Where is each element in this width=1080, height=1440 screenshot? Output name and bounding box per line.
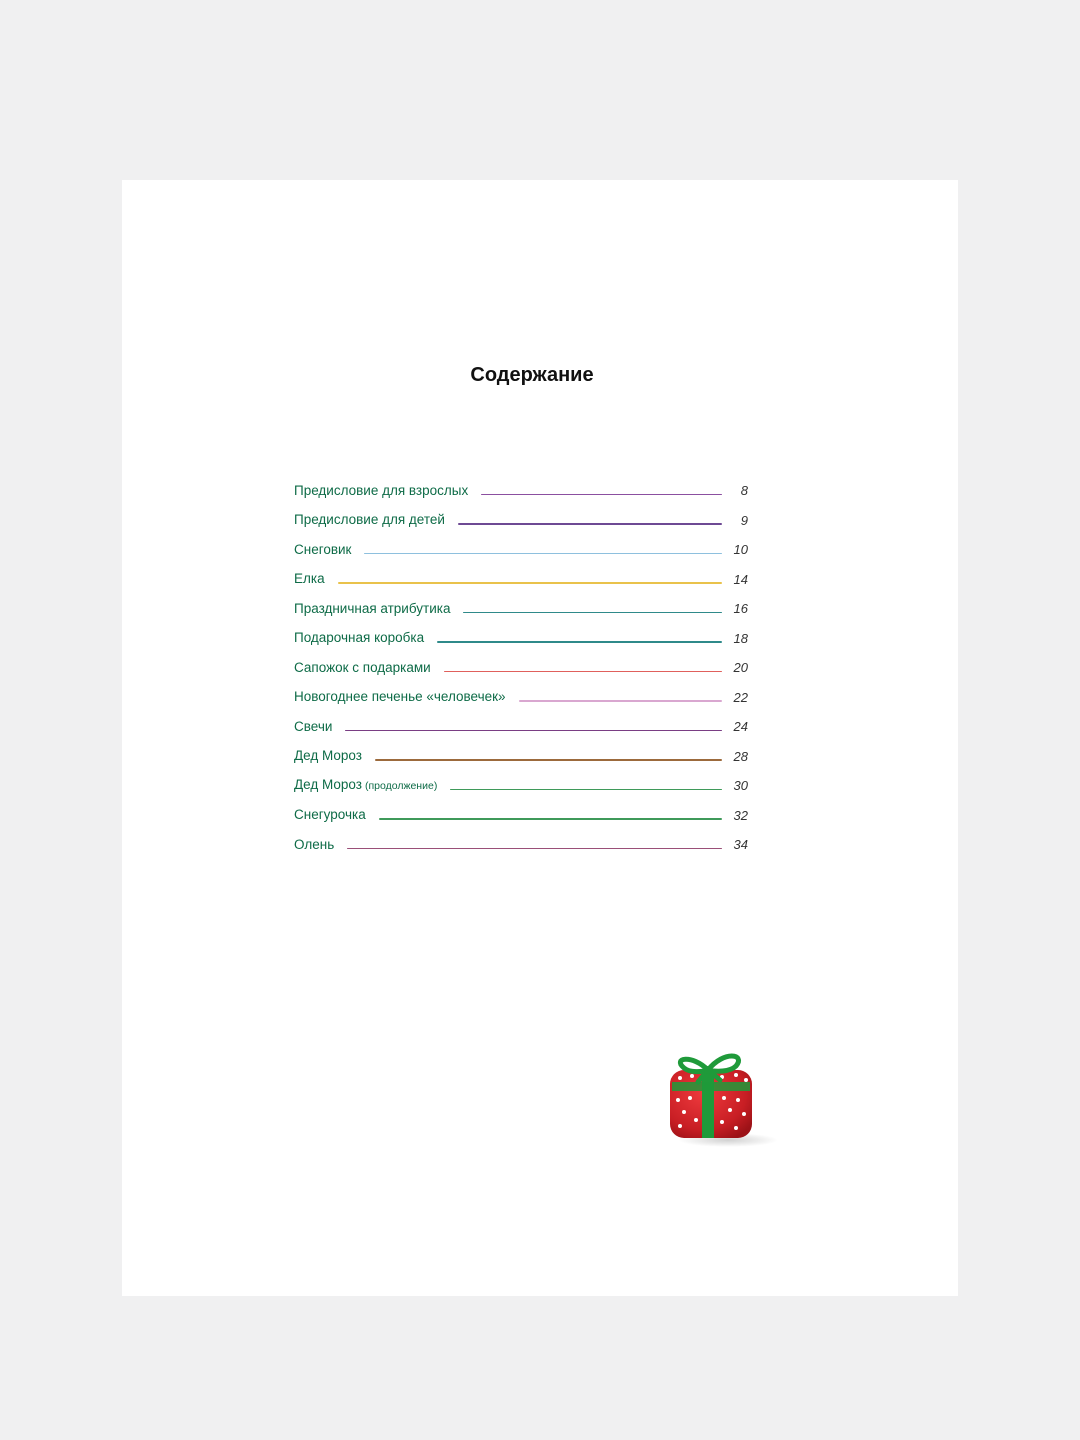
toc-label: Новогоднее печенье «человечек» bbox=[294, 689, 506, 705]
toc-leader-line bbox=[375, 759, 722, 761]
toc-leader-line bbox=[347, 848, 722, 850]
toc-row[interactable] bbox=[294, 801, 748, 831]
gift-ribbon-vertical bbox=[702, 1070, 714, 1138]
toc-page-number: 20 bbox=[733, 660, 748, 676]
toc-row[interactable] bbox=[294, 565, 748, 595]
toc-leader-line bbox=[463, 612, 722, 614]
toc-label-sub: (продолжение) bbox=[364, 780, 438, 793]
toc-label: Дед Мороз (продолжение) bbox=[294, 777, 438, 793]
toc-leader-line bbox=[379, 818, 722, 820]
toc-row[interactable] bbox=[294, 624, 748, 654]
toc-label: Предисловие для детей bbox=[294, 512, 445, 528]
gift-bow-knot bbox=[704, 1066, 712, 1074]
book-page bbox=[122, 180, 958, 1296]
toc-label: Сапожок с подарками bbox=[294, 659, 431, 675]
table-of-contents bbox=[294, 476, 748, 860]
page-title: Содержание bbox=[470, 364, 594, 386]
toc-label: Предисловие для взрослых bbox=[294, 482, 469, 498]
toc-label: Дед Мороз bbox=[294, 748, 362, 764]
toc-leader-line bbox=[481, 494, 722, 496]
toc-row[interactable] bbox=[294, 712, 748, 742]
toc-row[interactable] bbox=[294, 683, 748, 713]
toc-page-number: 8 bbox=[740, 483, 748, 499]
toc-row[interactable] bbox=[294, 506, 748, 536]
toc-row[interactable] bbox=[294, 594, 748, 624]
toc-page-number: 9 bbox=[740, 512, 748, 528]
toc-label: Подарочная коробка bbox=[294, 630, 425, 646]
toc-page-number: 32 bbox=[733, 807, 748, 823]
toc-label: Елка bbox=[294, 571, 325, 587]
toc-label: Свечи bbox=[294, 718, 333, 734]
toc-leader-line bbox=[519, 700, 722, 702]
toc-leader-line bbox=[444, 671, 722, 673]
toc-leader-line bbox=[458, 523, 722, 525]
toc-page-number: 24 bbox=[733, 719, 748, 735]
toc-leader-line bbox=[338, 582, 722, 584]
toc-row[interactable] bbox=[294, 771, 748, 801]
toc-row[interactable] bbox=[294, 653, 748, 683]
toc-page-number: 14 bbox=[733, 571, 748, 587]
toc-label: Праздничная атрибутика bbox=[294, 600, 451, 616]
toc-page-number: 16 bbox=[733, 601, 748, 617]
gift-ribbon-horizontal bbox=[672, 1082, 750, 1091]
toc-label: Олень bbox=[294, 836, 335, 852]
toc-leader-line bbox=[437, 641, 722, 643]
toc-page-number: 22 bbox=[733, 689, 748, 705]
toc-leader-line bbox=[450, 789, 722, 791]
toc-row[interactable] bbox=[294, 830, 748, 860]
toc-leader-line bbox=[364, 553, 722, 555]
toc-page-number: 34 bbox=[733, 837, 748, 853]
toc-page-number: 18 bbox=[733, 630, 748, 646]
toc-leader-line bbox=[345, 730, 722, 732]
toc-page-number: 28 bbox=[733, 748, 748, 764]
toc-page-number: 10 bbox=[733, 542, 748, 558]
gift-box-icon bbox=[662, 1040, 792, 1150]
toc-row[interactable] bbox=[294, 742, 748, 772]
toc-label: Снеговик bbox=[294, 541, 352, 557]
toc-label: Снегурочка bbox=[294, 807, 366, 823]
toc-page-number: 30 bbox=[733, 778, 748, 794]
toc-row[interactable] bbox=[294, 476, 748, 506]
toc-row[interactable] bbox=[294, 535, 748, 565]
